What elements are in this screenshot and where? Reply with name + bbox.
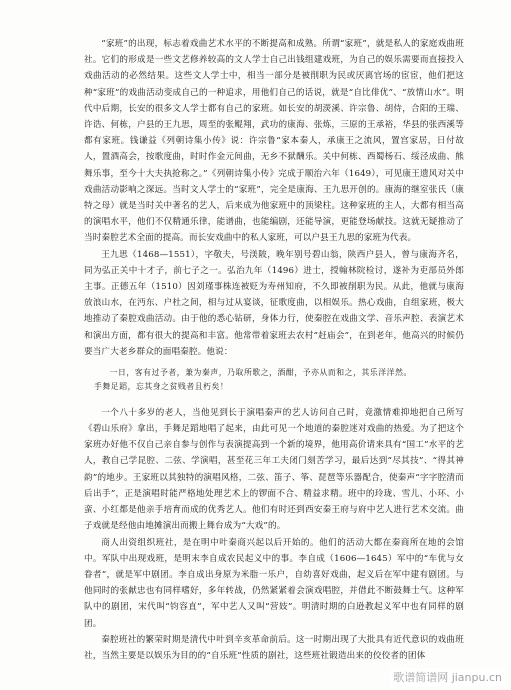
quote-line-2: 手舞足蹈，忘其身之贫贱者且朽矣！ xyxy=(94,382,229,392)
site-watermark: 歌谱简谱网 jianpu.cn xyxy=(390,668,505,686)
paragraph-old-man: 一个八十多岁的老人，当他见到长于演唱秦声的艺人访问自己时，竟激情难抑地把自己所写《碧山乐府》拿出，手舞足蹈地唱了起来，由此可见一个地道的秦腔迷对戏曲的热爱。为了把这个家班办好他不仅自己亲自参与创作与表演提高到一个新的境界，他用高价请来具有“国工”水平的艺人，教自己学昆腔、二弦、学演唱，甚至花三年工夫闭门刻苦学习，最后达到“尽其技”、“得其神韵”的地步。王家班以其独特的演唱风格，二弦、笛子、筝、琵琶等乐器配合，使秦声“字字腔清而后出手”，正是演唱时能严格地处理艺术上的锣面不合、精益求精。班中的玲珑、雪儿、小环、小蛮、小红都是他亲手培育而成的优秀艺人。他们有时还到西安秦王府与府中艺人进行艺术交流。曲子戏就是经他由地摊演出而搬上舞台成为“大戏”的。 xyxy=(84,407,464,532)
paragraph-wang-jiusi: 王九思（1468—1551），字敬夫，号渼陂，晚年别号碧山翁，陕西户县人，曾与康海齐名，同为弘正关中十才子，前七子之一。弘治九年（1496）进士，授翰林院检讨，遂补为吏部员外郎主事。正德五年（1510）因刘瑾事株连被贬为寿州知府，不久即被削职为民。从此，他就与康海放浪山水，在沔东、户杜之间，相与过从宴谈，征歌度曲，以相娱乐。热心戏曲，自组家班，极大地推动了秦腔戏曲活动。由于他的悉心钻研，身体力行，使秦腔在戏曲文学、音乐声腔、表演艺术和演出方面，都有很大的提高和丰富。他常带着家班去农村“赶庙会”，在到老年，他高兴的时候仍要当广大老乡群众的面唱秦腔。他说： xyxy=(84,249,464,357)
block-quote xyxy=(94,366,424,395)
paragraph-merchant-troupes: 商人出资组织班社，是在明中叶秦商兴起以后开始的。他们的活动大都在秦商所在地的会馆中。军队中出现戏班，是明末李自成农民起义中的事。李自成（1606—1645）军中的“车优与女眷者”，就是军中剧团。李自成出身原为米脂一乐户，自幼喜好戏曲，起义后在军中建有剧团。与他同时的张献忠也有同样嗜好，多年转战，仍然紧紧着会演戏唱腔，并借此不断鼓舞士气。这种军队中的剧团，宋代叫“钧容直”，军中艺人又叫“营妓”。明清时期的白逊教起义军中也有同样的剧团。 xyxy=(84,537,464,629)
paragraph-jiaban: “家班”的出现，标志着戏曲艺术水平的不断提高和成熟。所谓“家班”，就是私人的家庭戏曲班社。它们的形成是一些文艺修养较高的文人学士自己出钱组建戏班，为自己的娱乐需要而直接投入戏曲活动的必然结果。这些文人学士中，相当一部分是被削职为民或厌离官场的宦宦，他们把这种“家班”的戏曲活动变成自己的一种追求，用他们自己的话说，就是“自比俳优”、“放情山水”。明代中后期，长安的很多文人学士都有自己的家班。如长安的胡濙溪、许宗鲁、胡侍，合阳的王瑞、许诰、何栋，户县的王九思，周至的张鲲翔，武功的康海、张炼，三原的王承裕，华县的张西溪等都有家班。钱谦益《列朝诗集小传》说：许宗鲁“家本秦人，承康王之流风，置宫家居，日付故人，置酒高会，按歌度曲，时时作金元间曲，无乡不狱酬乐。关中何栋、西蜀杨石、绥泾成曲、熊舞乐事，至今十大夫执抢称之。”《列朝诗集小传》完成于顺治六年（1649），可见康王遗风对关中戏曲活动影响之深远。当时文人学士的“家班”，完全是康海、王九思开创的。康海的继室张氏（康特之母）就是当时关中著名的艺人，后来成为他家班中的顶梁柱。这种家班的主人，大都有相当高的演唱水平，他们不仅精通乐律，能谱曲，也能编剧，还能导演，更能登场献技。这就无疑推动了当时秦腔艺术全面的提高。而长安戏曲中的私人家班，可以户县王九思的家班为代表。 xyxy=(84,39,464,244)
quote-line-1: 一日，客有过予者，兼为秦声，乃取所歌之，酒酣，予亦从而和之，其乐洋洋然。 xyxy=(109,368,412,378)
paragraph-qing-prosperity: 秦腔班社的繁荣时期是清代中叶到辛亥革命前后。这一时期出现了大批具有近代意识的戏曲班社，当然主要是以娱乐为目的的“自乐班”性质的剧社，这些班社锻造出来的佼佼者的团体 xyxy=(84,634,464,661)
article-body xyxy=(84,36,464,664)
